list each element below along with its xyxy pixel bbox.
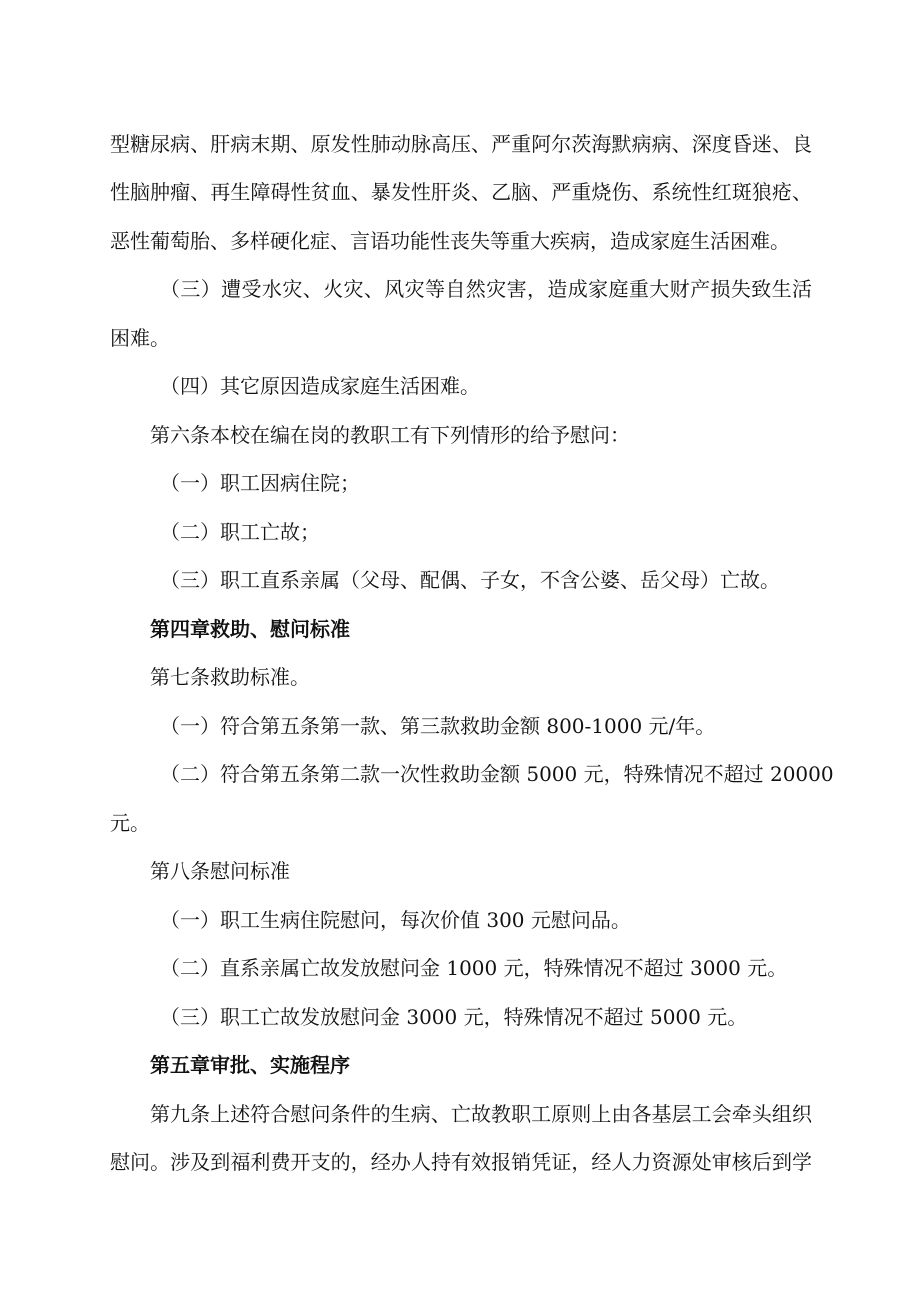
clause-item: （一）符合第五条第一款、第三款救助金额 800-1000 元/年。 [160,714,716,738]
clause-item: （三）遭受水灾、火灾、风灾等自然灾害，造成家庭重大财产损失致生活 [160,277,812,301]
article-heading: 第九条上述符合慰问条件的生病、亡故教职工原则上由各基层工会牵头组织 [150,1102,812,1126]
chapter-heading: 第五章审批、实施程序 [150,1053,350,1077]
clause-item: （二）直系亲属亡故发放慰问金 1000 元，特殊情况不超过 3000 元。 [160,956,788,980]
body-text-line: 困难。 [110,326,170,350]
clause-item: （三）职工直系亲属（父母、配偶、子女，不含公婆、岳父母）亡故。 [160,568,780,592]
clause-item: （三）职工亡故发放慰问金 3000 元，特殊情况不超过 5000 元。 [160,1005,748,1029]
article-heading: 第七条救助标准。 [150,665,310,689]
body-text-line: 性脑肿瘤、再生障碍性贫血、暴发性肝炎、乙脑、严重烧伤、系统性红斑狼疮、 [110,180,812,204]
clause-item: （二）职工亡故； [160,520,320,544]
article-heading: 第六条本校在编在岗的教职工有下列情形的给予慰问： [150,423,630,447]
clause-item: （四）其它原因造成家庭生活困难。 [160,374,480,398]
body-text-line: 元。 [110,811,150,835]
body-text-line: 恶性葡萄胎、多样硬化症、言语功能性丧失等重大疾病，造成家庭生活困难。 [110,229,790,253]
body-text-line: 慰问。涉及到福利费开支的，经办人持有效报销凭证，经人力资源处审核后到学 [110,1150,812,1174]
article-heading: 第八条慰问标准 [150,859,290,883]
clause-item: （一）职工因病住院； [160,471,360,495]
chapter-heading: 第四章救助、慰问标准 [150,617,350,641]
body-text-line: 型糖尿病、肝病末期、原发性肺动脉高压、严重阿尔茨海默病病、深度昏迷、良 [110,132,812,156]
clause-item: （一）职工生病住院慰问，每次价值 300 元慰问品。 [160,908,631,932]
clause-item: （二）符合第五条第二款一次性救助金额 5000 元，特殊情况不超过 20000 [160,762,834,786]
